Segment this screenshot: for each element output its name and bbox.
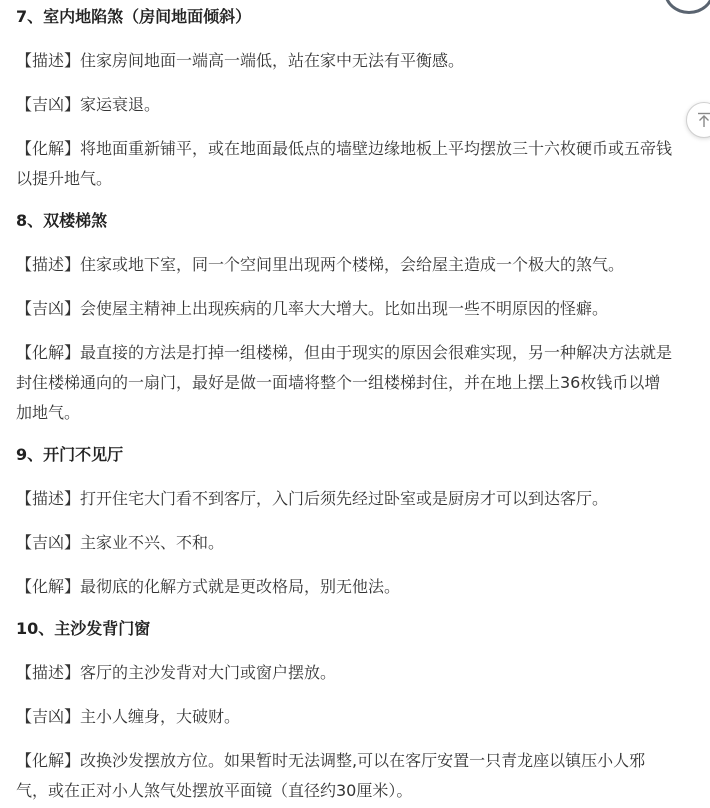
section-title: 9、开门不见厅 [16, 445, 124, 464]
paragraph-remedy: 【化解】将地面重新铺平，或在地面最低点的墙壁边缘地板上平均摆放三十六枚硬币或五帝钱 以提升地气。 [16, 139, 673, 188]
paragraph-fortune: 【吉凶】家运衰退。 [16, 95, 161, 114]
section-title: 8、双楼梯煞 [16, 211, 108, 230]
paragraph-remedy: 【化解】改换沙发摆放方位。如果暂时无法调整,可以在客厅安置一只青龙座以镇压小人邪 气，或在正对小人煞气处摆放平面镜（直径约30厘米）。 [16, 751, 646, 800]
paragraph-fortune: 【吉凶】主小人缠身，大破财。 [16, 707, 241, 726]
paragraph-fortune: 【吉凶】主家业不兴、不和。 [16, 533, 225, 552]
article-body [16, 0, 696, 806]
paragraph-remedy: 【化解】最彻底的化解方式就是更改格局，别无他法。 [16, 577, 401, 596]
paragraph-description: 【描述】住家或地下室，同一个空间里出现两个楼梯，会给屋主造成一个极大的煞气。 [16, 255, 625, 274]
paragraph-description: 【描述】住家房间地面一端高一端低，站在家中无法有平衡感。 [16, 51, 465, 70]
arrow-up-icon [696, 112, 710, 128]
paragraph-fortune: 【吉凶】会使屋主精神上出现疾病的几率大大增大。比如出现一些不明原因的怪癖。 [16, 299, 609, 318]
section-title: 10、主沙发背门窗 [16, 619, 151, 638]
section-title: 7、室内地陷煞（房间地面倾斜） [16, 7, 252, 26]
paragraph-description: 【描述】客厅的主沙发背对大门或窗户摆放。 [16, 663, 337, 682]
paragraph-description: 【描述】打开住宅大门看不到客厅，入门后须先经过卧室或是厨房才可以到达客厅。 [16, 489, 609, 508]
paragraph-remedy: 【化解】最直接的方法是打掉一组楼梯，但由于现实的原因会很难实现，另一种解决方法就是 封住楼梯通向的一扇门，最好是做一面墙将整个一组楼梯封住，并在地上摆上36枚钱币以增 加地气。 [16, 343, 673, 422]
